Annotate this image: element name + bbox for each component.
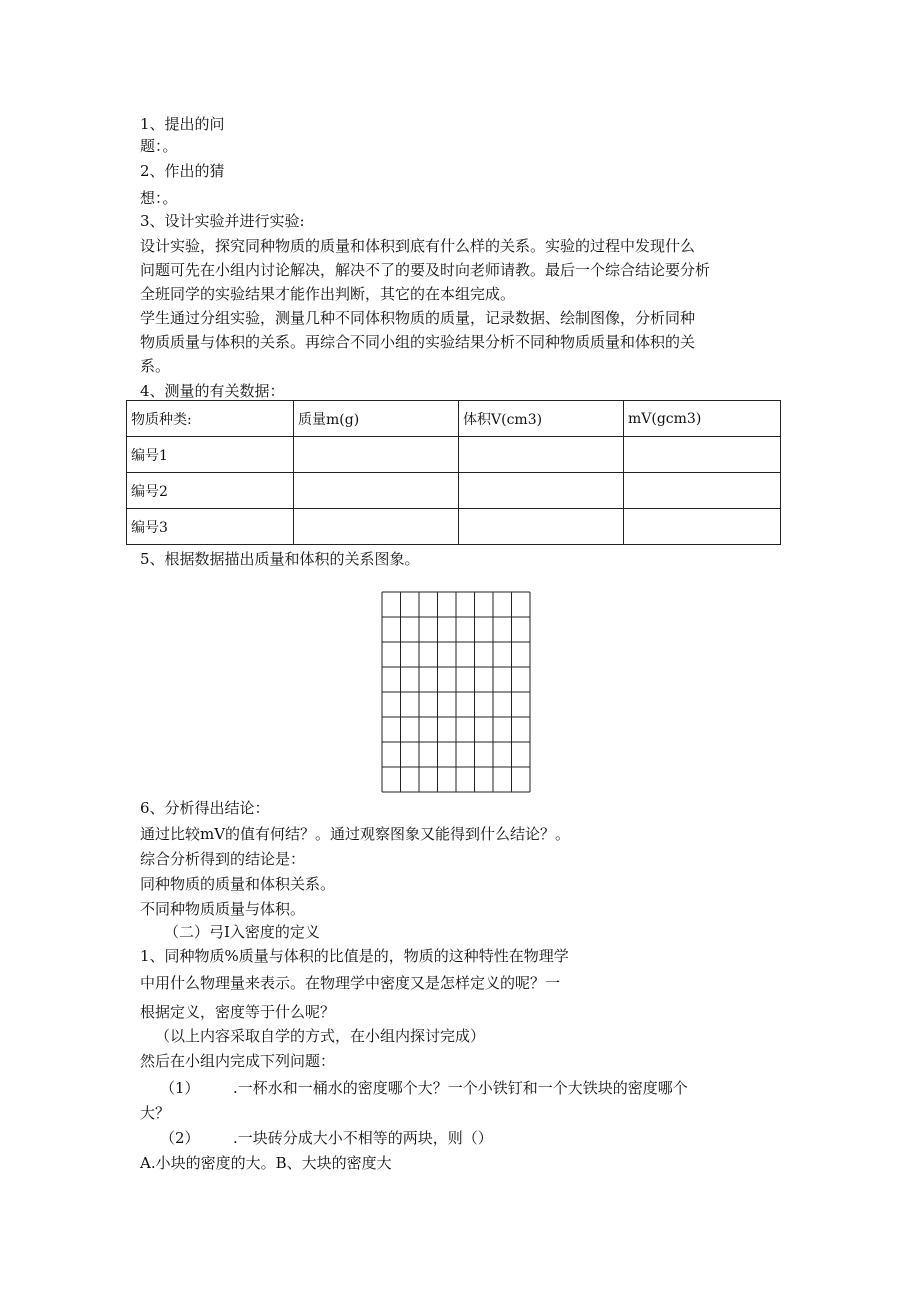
table-cell[interactable]	[294, 473, 459, 509]
graph-grid-svg	[381, 591, 531, 793]
graph-grid	[381, 591, 531, 797]
question-2-line-2: 想：。	[140, 189, 178, 207]
item-1-number: （1）	[160, 1079, 200, 1097]
table-cell[interactable]	[459, 509, 624, 545]
item-1-text: .一杯水和一桶水的密度哪个大？一个小铁钉和一个大铁块的密度哪个	[233, 1079, 688, 1097]
item-2-text: .一块砖分成大小不相等的两块，则（）	[233, 1129, 493, 1147]
table-cell[interactable]	[294, 437, 459, 473]
table-header-cell: 质量m(g)	[294, 401, 459, 437]
question-3-title: 3、设计实验并进行实验:	[140, 212, 305, 230]
table-header-cell: 体积V(cm3)	[459, 401, 624, 437]
measurement-table	[126, 400, 781, 545]
table-cell: 编号2	[127, 473, 294, 509]
table-cell[interactable]	[459, 437, 624, 473]
paragraph-2-line-1: 学生通过分组实验，测量几种不同体积物质的质量，记录数据、绘制图像，分析同种	[140, 309, 696, 327]
item-2-number: （2）	[160, 1129, 200, 1147]
table-cell[interactable]	[624, 437, 781, 473]
table-header-cell: 物质种类:	[127, 401, 294, 437]
table-header-cell: mV(gcm3)	[624, 401, 781, 437]
paragraph-1-line-2: 问题可先在小组内讨论解决，解决不了的要及时向老师请教。最后一个综合结论要分析	[140, 261, 711, 279]
question-1-line-2: 题：。	[140, 137, 178, 155]
density-line-2: 中用什么物理量来表示。在物理学中密度又是怎样定义的呢？一	[140, 974, 561, 992]
conclusion-line-3: 同种物质的质量和体积关系。	[140, 875, 336, 893]
paragraph-1-line-3: 全班同学的实验结果才能作出判断，其它的在本组完成。	[140, 285, 516, 303]
conclusion-line-1: 通过比较mV的值有何结？。通过观察图象又能得到什么结论？。	[140, 825, 571, 843]
paragraph-2-line-2: 物质质量与体积的关系。再综合不同小组的实验结果分析不同种物质质量和体积的关	[140, 333, 696, 351]
question-5-title: 5、根据数据描出质量和体积的关系图象。	[140, 550, 420, 568]
density-line-3: 根据定义，密度等于什么呢？	[140, 1003, 336, 1021]
table-header-row	[127, 401, 781, 437]
question-1-line-1: 1、提出的问	[140, 115, 225, 133]
table-row	[127, 509, 781, 545]
item-1-continuation: 大？	[140, 1104, 171, 1122]
density-line-1: 1、同种物质%质量与体积的比值是的，物质的这种特性在物理学	[140, 947, 569, 965]
section-heading-density: （二）弓I入密度的定义	[164, 923, 320, 941]
table-cell[interactable]	[624, 509, 781, 545]
table-cell: 编号1	[127, 437, 294, 473]
table-cell[interactable]	[624, 473, 781, 509]
density-line-4: （以上内容采取自学的方式，在小组内探讨完成）	[155, 1027, 486, 1045]
table-row	[127, 437, 781, 473]
question-4-title: 4、测量的有关数据：	[140, 382, 285, 400]
table-cell: 编号3	[127, 509, 294, 545]
table-cell[interactable]	[459, 473, 624, 509]
item-2-options: A.小块的密度的大。B、大块的密度大	[140, 1154, 392, 1172]
paragraph-2-line-3: 系。	[140, 357, 171, 375]
conclusion-line-4: 不同种物质质量与体积。	[140, 900, 306, 918]
table-cell[interactable]	[294, 509, 459, 545]
paragraph-1-line-1: 设计实验，探究同种物质的质量和体积到底有什么样的关系。实验的过程中发现什么	[140, 237, 696, 255]
conclusion-line-2: 综合分析得到的结论是：	[140, 850, 306, 868]
question-6-title: 6、分析得出结论：	[140, 799, 270, 817]
table-row	[127, 473, 781, 509]
density-line-5: 然后在小组内完成下列问题：	[140, 1052, 336, 1070]
question-2-line-1: 2、作出的猜	[140, 162, 225, 180]
